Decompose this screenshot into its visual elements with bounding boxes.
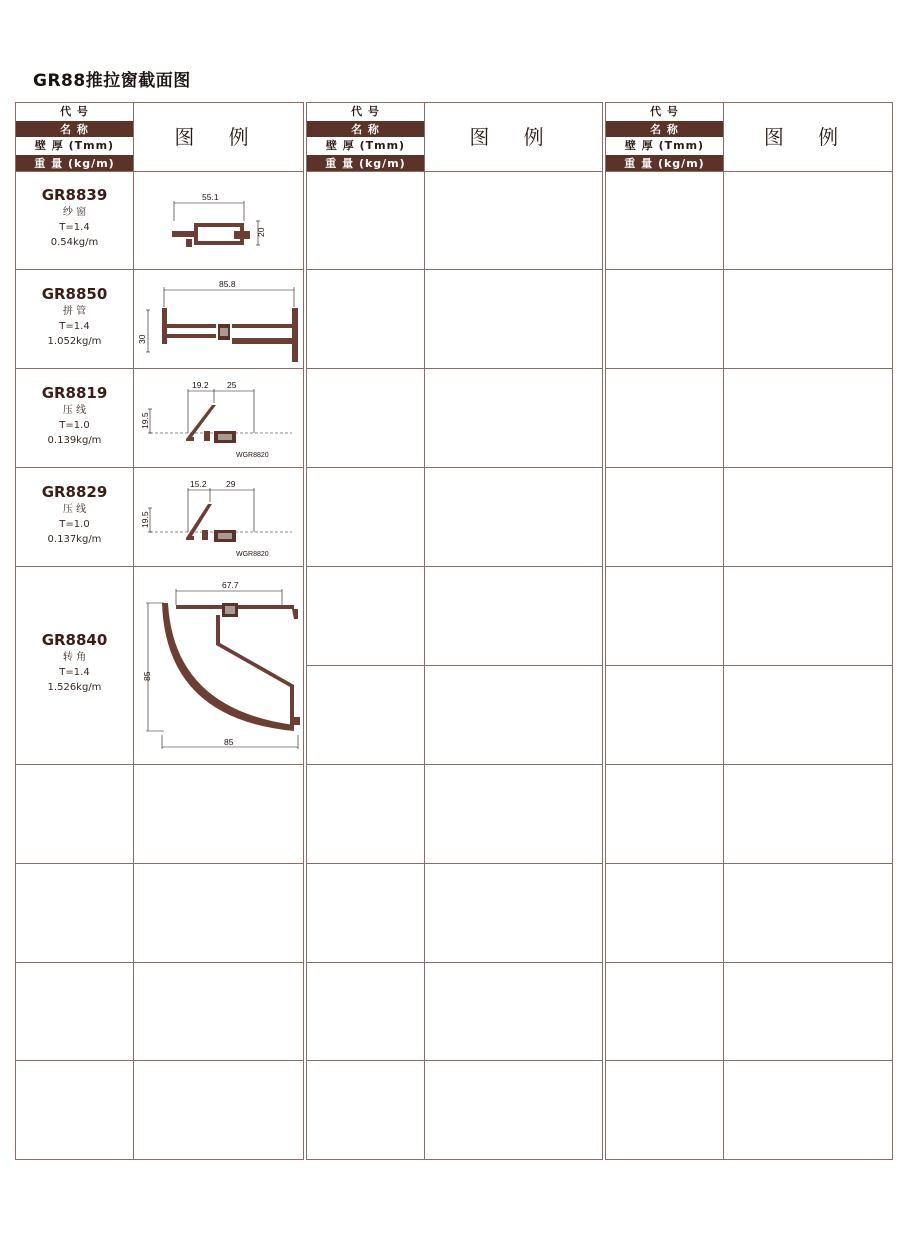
page-title: GR88推拉窗截面图 xyxy=(33,71,191,91)
row-divider xyxy=(307,269,602,270)
profile-name: 压 线 xyxy=(62,405,87,416)
profile-drawing-gr8840 xyxy=(134,569,304,763)
row-divider xyxy=(16,962,303,963)
header-labels xyxy=(307,103,425,171)
dim-b: 29 xyxy=(226,479,236,489)
table-header xyxy=(16,103,303,172)
row-divider xyxy=(16,566,303,567)
dim-b: 25 xyxy=(227,380,237,390)
row-divider xyxy=(16,764,303,765)
dim-a: 19.2 xyxy=(192,380,209,390)
row-divider xyxy=(16,1060,303,1061)
header-code-label: 代 号 xyxy=(307,103,424,120)
row-divider xyxy=(307,962,602,963)
row-divider xyxy=(606,863,892,864)
row-divider xyxy=(606,665,892,666)
catalog-panel-1 xyxy=(15,102,304,1160)
header-code-label: 代 号 xyxy=(16,103,133,120)
profile-drawing-gr8829 xyxy=(134,470,304,566)
header-thickness-label: 壁 厚 (Tmm) xyxy=(606,137,723,154)
row-divider xyxy=(307,368,602,369)
header-labels xyxy=(606,103,724,171)
profile-info-gr8829 xyxy=(16,482,133,547)
profile-weight: 0.137kg/m xyxy=(47,534,102,545)
row-divider xyxy=(606,962,892,963)
row-divider xyxy=(606,368,892,369)
profile-weight: 0.54kg/m xyxy=(50,237,99,248)
profile-name: 纱 窗 xyxy=(62,207,87,218)
dim-a: 15.2 xyxy=(190,479,207,489)
row-divider xyxy=(307,665,602,666)
row-divider xyxy=(307,863,602,864)
profile-weight: 1.052kg/m xyxy=(47,336,102,347)
row-divider xyxy=(606,467,892,468)
dim-bottom: 85 xyxy=(224,737,234,747)
header-figure-label: 图 例 xyxy=(469,125,558,149)
profile-code: GR8840 xyxy=(41,631,108,649)
header-name-label: 名 称 xyxy=(16,120,133,137)
header-labels xyxy=(16,103,134,171)
profile-info-gr8850 xyxy=(16,284,133,349)
dim-width: 55.1 xyxy=(202,192,219,202)
dim-height: 19.5 xyxy=(140,511,150,528)
profile-thickness: T=1.0 xyxy=(59,519,90,530)
profile-name: 拼 管 xyxy=(62,306,87,317)
row-divider xyxy=(606,269,892,270)
header-name-label: 名 称 xyxy=(606,120,723,137)
row-divider xyxy=(16,368,303,369)
dim-top: 67.7 xyxy=(222,580,239,590)
table-header xyxy=(606,103,892,172)
header-code-label: 代 号 xyxy=(606,103,723,120)
dim-width: 85.8 xyxy=(219,279,236,289)
row-divider xyxy=(16,269,303,270)
profile-info-gr8819 xyxy=(16,383,133,448)
profile-drawing-gr8839 xyxy=(134,173,304,269)
profile-thickness: T=1.4 xyxy=(59,222,90,233)
profile-thickness: T=1.4 xyxy=(59,321,90,332)
ref-code: WGR8820 xyxy=(236,551,269,558)
header-weight-label: 重 量 (kg/m) xyxy=(307,154,424,171)
ref-code: WGR8820 xyxy=(236,452,269,459)
row-divider xyxy=(16,863,303,864)
profile-code: GR8829 xyxy=(41,483,108,501)
profile-drawing-gr8850 xyxy=(134,272,304,368)
profile-info-gr8839 xyxy=(16,185,133,250)
profile-info-gr8840 xyxy=(16,630,133,695)
catalog-panel-3 xyxy=(605,102,893,1160)
profile-weight: 0.139kg/m xyxy=(47,435,102,446)
header-figure-label: 图 例 xyxy=(763,125,853,149)
header-figure-label: 图 例 xyxy=(174,125,263,149)
profile-weight: 1.526kg/m xyxy=(47,682,102,693)
row-divider xyxy=(307,467,602,468)
row-divider xyxy=(307,1060,602,1061)
header-name-label: 名 称 xyxy=(307,120,424,137)
row-divider xyxy=(307,764,602,765)
profile-code: GR8850 xyxy=(41,285,108,303)
row-divider xyxy=(606,1060,892,1061)
dim-height: 30 xyxy=(137,334,147,344)
row-divider xyxy=(16,467,303,468)
dim-height: 19.5 xyxy=(140,412,150,429)
header-thickness-label: 壁 厚 (Tmm) xyxy=(16,137,133,154)
profile-drawing-gr8819 xyxy=(134,371,304,467)
profile-thickness: T=1.0 xyxy=(59,420,90,431)
header-thickness-label: 壁 厚 (Tmm) xyxy=(307,137,424,154)
profile-code: GR8819 xyxy=(41,384,108,402)
profile-thickness: T=1.4 xyxy=(59,667,90,678)
dim-side: 85 xyxy=(142,671,152,681)
row-divider xyxy=(307,566,602,567)
row-divider xyxy=(606,566,892,567)
dim-height: 20 xyxy=(256,227,266,237)
profile-name: 压 线 xyxy=(62,504,87,515)
header-weight-label: 重 量 (kg/m) xyxy=(16,154,133,171)
header-weight-label: 重 量 (kg/m) xyxy=(606,154,723,171)
table-header xyxy=(307,103,602,172)
catalog-panel-2 xyxy=(306,102,603,1160)
row-divider xyxy=(606,764,892,765)
profile-name: 转 角 xyxy=(62,652,87,663)
profile-code: GR8839 xyxy=(41,186,108,204)
